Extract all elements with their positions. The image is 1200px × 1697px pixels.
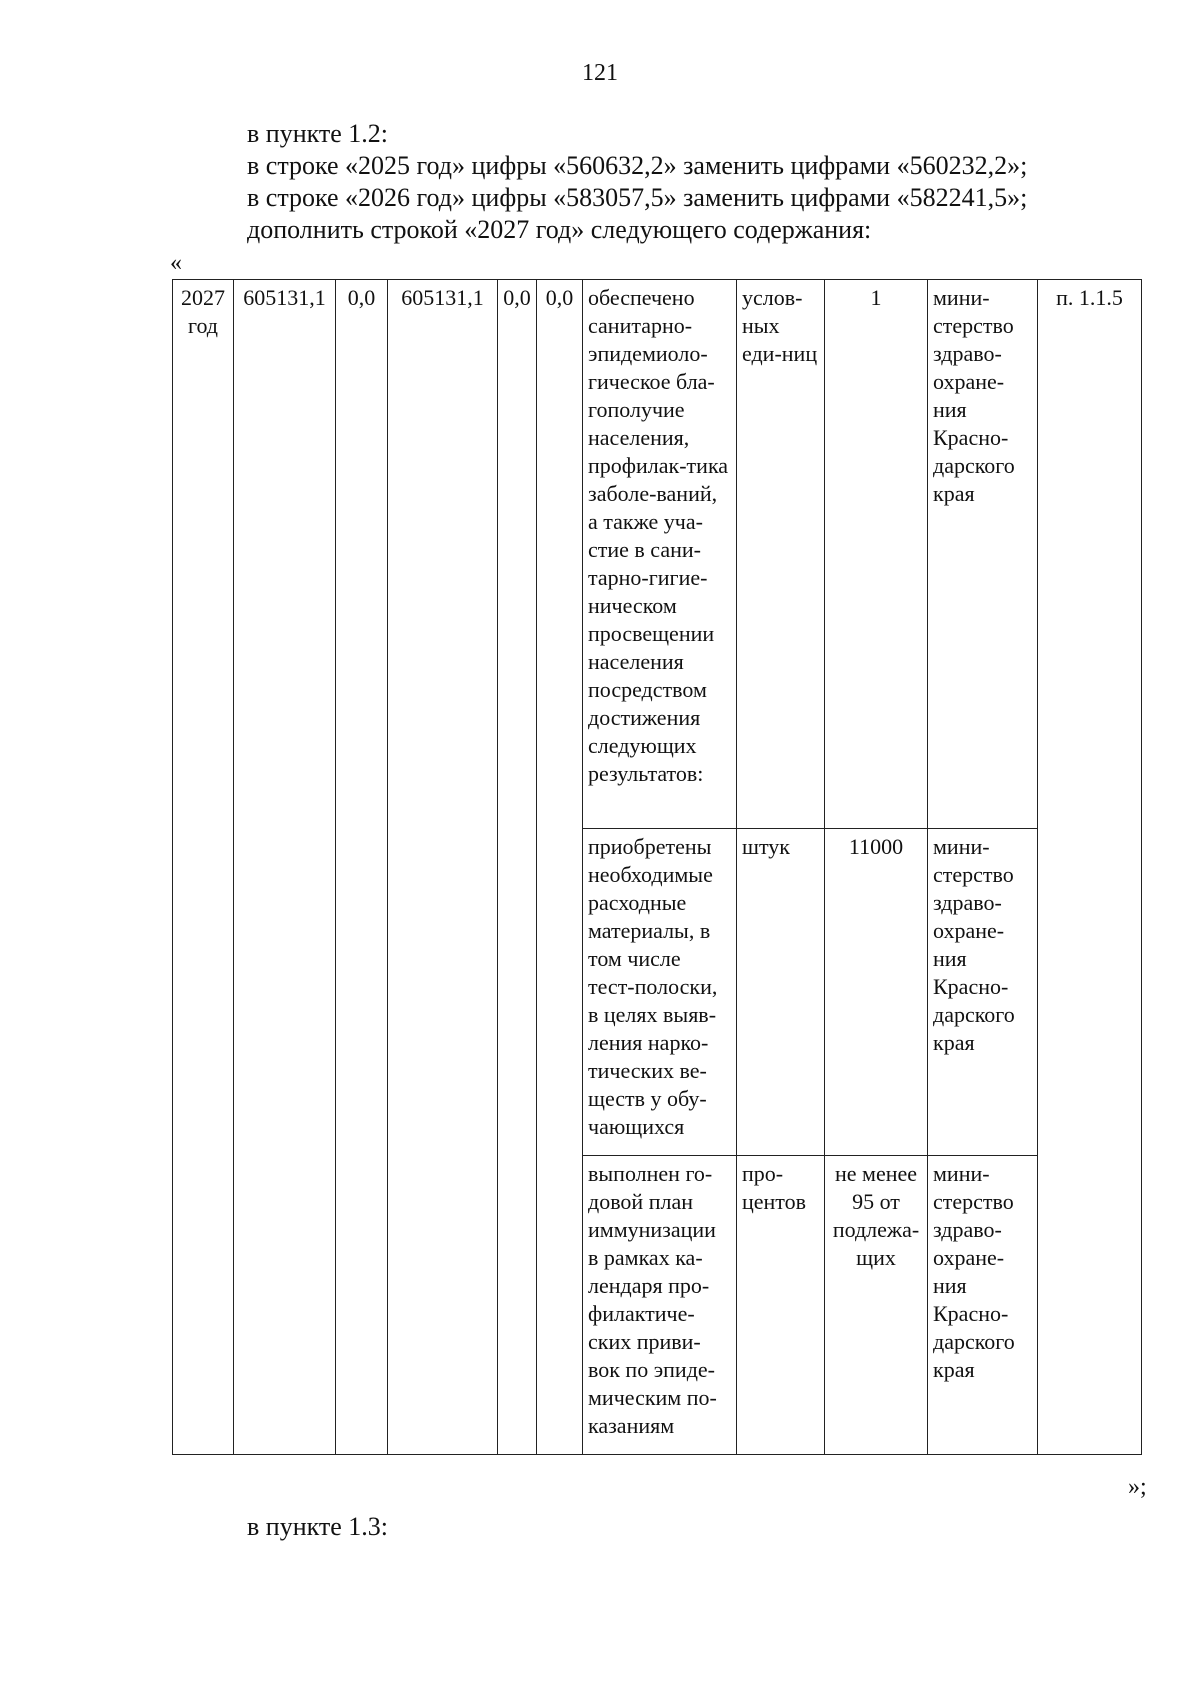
reference-cell: п. 1.1.5 [1038,280,1142,1455]
intro-line-4: дополнить строкой «2027 год» следующего содержания: [247,215,872,244]
intro-line-2: в строке «2025 год» цифры «560632,2» заменить цифрами «560232,2»; [247,151,1028,180]
target-value-cell: не менее 95 от подлежа-щих [825,1156,928,1455]
value-col3-cell: 605131,1 [388,280,498,1455]
target-value-cell: 1 [825,280,928,829]
total-cell: 605131,1 [234,280,336,1455]
amendment-table [172,279,1142,1455]
executor-cell: мини-стерство здраво-охране-ния Красно-дарского края [928,829,1038,1156]
value-col4-cell: 0,0 [498,280,537,1455]
result-cell: выполнен го-довой план иммунизации в рамках ка-лендаря про-филактиче-ских приви-вок по эпиде-мическим по-казаниям [583,1156,737,1455]
next-clause: в пункте 1.3: [247,1512,389,1541]
open-quote: « [170,250,182,276]
intro-line-1: в пункте 1.2: [247,119,389,148]
target-value-cell: 11000 [825,829,928,1156]
result-cell: приобретены необходимые расходные материалы, в том числе тест-полоски, в целях выяв-ления нарко-тических ве-ществ у обу-чающихся [583,829,737,1156]
year-cell: 2027 год [173,280,234,1455]
table-row [173,280,1142,829]
close-quote: »; [1128,1474,1147,1500]
unit-cell: про-центов [737,1156,825,1455]
unit-cell: штук [737,829,825,1156]
executor-cell: мини-стерство здраво-охране-ния Красно-дарского края [928,280,1038,829]
page-number: 121 [582,60,618,86]
result-cell: обеспечено санитарно-эпидемиоло-гическое бла-гополучие населения, профилак-тика заболе-ваний, а также уча-стие в сани-тарно-гигие-ническом просвещении населения посредством достижения следующих результатов: [583,280,737,829]
value-col5-cell: 0,0 [537,280,583,1455]
value-col2-cell: 0,0 [336,280,388,1455]
amendment-intro [247,118,1027,246]
executor-cell: мини-стерство здраво-охране-ния Красно-дарского края [928,1156,1038,1455]
unit-cell: услов-ных еди-ниц [737,280,825,829]
intro-line-3: в строке «2026 год» цифры «583057,5» заменить цифрами «582241,5»; [247,183,1028,212]
